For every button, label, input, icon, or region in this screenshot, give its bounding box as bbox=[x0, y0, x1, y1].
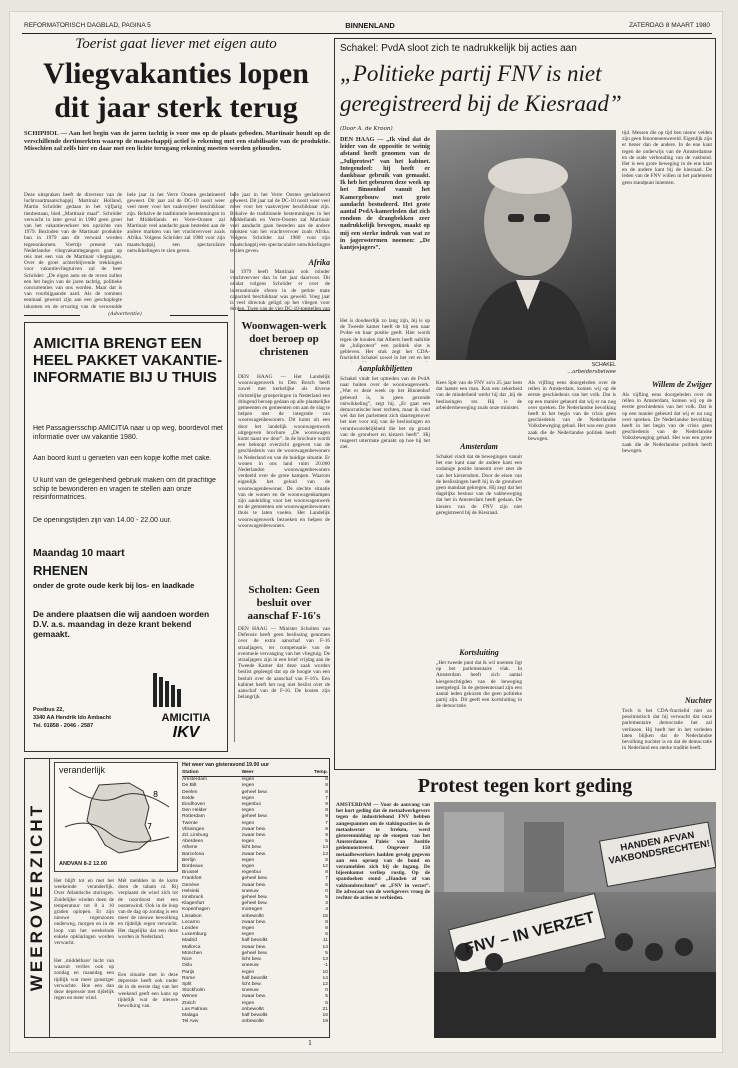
weather-temp-cell: 10 bbox=[322, 969, 328, 975]
weather-condition-cell: regen bbox=[241, 932, 255, 938]
weather-condition-cell: zwaar bew. bbox=[241, 826, 267, 832]
protest-text bbox=[336, 802, 430, 1038]
weather-station-cell: Helsinki bbox=[182, 888, 200, 894]
weather-condition-cell: onbewolkt bbox=[241, 1019, 264, 1025]
weather-map bbox=[54, 762, 178, 872]
weather-table bbox=[182, 770, 328, 1025]
weather-condition-cell: zwaar bew. bbox=[241, 833, 267, 839]
weather-condition-cell: geheel bew. bbox=[241, 950, 268, 956]
weather-temp-cell: 11 bbox=[322, 938, 328, 944]
weather-condition-cell: motregen bbox=[241, 907, 263, 913]
amicitia-ad bbox=[24, 322, 228, 752]
weather-station-cell: Mallorca bbox=[182, 944, 201, 950]
svg-text:AMICITIA: AMICITIA bbox=[161, 712, 211, 724]
weather-temp-cell: 5 bbox=[325, 895, 328, 901]
weather-station-cell: Bordeaux bbox=[182, 864, 203, 870]
fnv-p2-text: Schakel vindt het optreden van de PvdA naar buiten over de woonwagenwerk. „Wat er deze week op het Binnenhof gebeurd is, is geen gezonde ontwikkeling”, zegt hij. „Er gaat een democratische hoer rechten, maar ik vind wel dat het parlement zich daartegenover het niet voor mij van de beslissingen en verantwoordelijkheid die het op grond van de grondwet en kiezers heeft”. Hij reageert uitermate geraakt op hoe hij het ziet. bbox=[340, 376, 430, 451]
article-col2: bele jaar in het Verre Oosten geslatineerd geweest. Dit jaar zal de DC-10 nooit weer veel meer voor het vaakverjeer beschikbaar zijn. Behalve de traditionele bestemmingen in het Middellands en Verre-Oosten zal Martinair veel aandacht gaan besteden aan de andere markten van het vrachtvervoer zoals Afrika. Volgens Schröder zal 1980 voor zijn maatschappij een spectaculaire ontwikkelingen te zien geven. bbox=[230, 192, 330, 254]
fnv-subhead-nuchter: Nuchter bbox=[684, 696, 712, 705]
weather-station-cell: Locarno bbox=[182, 919, 200, 925]
banner-vakbondsrechten: HANDEN AFVAN VAKBONDSRECHTEN! bbox=[607, 829, 711, 867]
weather-condition-cell: sneeuw bbox=[241, 963, 259, 969]
weather-temp-cell: 6 bbox=[325, 857, 328, 863]
weather-temp-cell: 9 bbox=[325, 833, 328, 839]
weather-condition-cell: regen bbox=[241, 783, 255, 789]
weather-col-station: Station bbox=[182, 770, 199, 775]
weather-temp-cell: 8 bbox=[325, 808, 328, 814]
weather-text1: Het blijft tot en met het weekeinde veranderlijk. Over Atlantische storingen. Zuidelijke winden doen de temperatuur tot 8 à 10 graden oplopen. Er zijn nieuwe regenzones onderweg, morgen en in de loop van het weekeinde enkele opklaringen worden verwacht. bbox=[54, 878, 114, 947]
weather-temp-cell: 8 bbox=[325, 870, 328, 876]
weather-station-cell: Brussel bbox=[182, 870, 199, 876]
article-col2b: In 1979 heeft Martinair ook minder vrachtvervoer dan in het jaar daarvoor. Dit omdat volgens Schröder er over de internationale sferen in de perkte mate capaciteit beschikbaar was geweld. Voeg jaar is veel directuk geligd op het vliegen voor derden. Twee van de vier DC-10-toestellen van bbox=[230, 269, 330, 311]
fnv-subhead-amsterdam: Amsterdam bbox=[460, 442, 498, 451]
weather-side-title: WEEROVERZICHT bbox=[27, 802, 46, 992]
fnv-subhead-aanplak: Aanplakbiljetten bbox=[357, 364, 413, 373]
ad-place: RHENEN bbox=[33, 563, 88, 578]
weather-station-cell: München bbox=[182, 950, 203, 956]
article-lead: SCHIPHOL — Aan het begin van de jaren tachtig is voor ons op de plaats geboden. Martinair houdt op de verschillende dertimerkten waarop de maatschappij actief is rekening met een stabilisatie van de produktie. Misschien zal zelfs hier en daar met een lichte terugang rekening moeten worden gehouden. bbox=[24, 130, 330, 153]
weather-condition-cell: geheel bew. bbox=[241, 876, 268, 882]
weather-temp-cell: 16 bbox=[322, 1012, 328, 1018]
weather-condition-cell: regen bbox=[241, 808, 255, 814]
protest-photo bbox=[434, 802, 716, 1038]
weather-station-cell: Madrid bbox=[182, 938, 197, 944]
article-title-line2: dit jaar sterk terug bbox=[54, 92, 298, 124]
header-right: ZATERDAG 8 MAART 1980 bbox=[629, 22, 710, 29]
ad-headline: AMICITIA BRENGT EEN HEEL PAKKET VAKANTIE-INFORMATIE BIJ U THUIS bbox=[33, 335, 223, 386]
weather-station-cell: Oslo bbox=[182, 963, 193, 969]
ship-logo-icon bbox=[149, 669, 223, 741]
weather-temp-cell: 9 bbox=[325, 826, 328, 832]
photo-caption-name: SCHAKEL bbox=[591, 362, 616, 368]
article-col2-text: bele jaar in het Verre Oosten geslatineerd geweest. Dit jaar zal de DC-10 nooit weer veel meer voor het vaakverjeer beschikbaar zijn. Behalve de traditionele bestemmingen in het Middellands en Verre-Oosten zal Martinair veel aandacht gaan besteden aan de andere markten van het vrachtvervoer zoals Afrika. Volgens Schröder zal 1980 voor zijn maatschappij een spectaculaire ontwikkelingen te zien geven. bbox=[127, 192, 225, 254]
weather-temp-cell: 8 bbox=[325, 926, 328, 932]
weather-condition-cell: geheel bew. bbox=[241, 789, 268, 795]
fnv-lead: DEN HAAG — „Ik vind dat de leider van de oppositie te weinig afstand heeft genomen van de „Juliprotest” van het kabinet. Integendeel: hij heeft er dankbaar gebruik van gemaakt. Ik heb het gebeuren deze week op het Binnenhof vanuit het Kamergebouw met grote aandacht bestudeerd. Het grote aantal PvdA-kamerleden dat zich rondom de drangbekken zeer nadrukkelijk bewogen, maakt op mij een sterke indruk van wat ze in jagersstermen noemen: „De kantjesjagers”. bbox=[340, 136, 430, 252]
weather-map-legend: ANDVAN 8-2 12.00 bbox=[59, 861, 107, 867]
weather-temp-cell: 3 bbox=[325, 901, 328, 907]
weather-station-cell: Deelen bbox=[182, 789, 198, 795]
weather-condition-cell: onbewolkt bbox=[241, 1006, 264, 1012]
fnv-col-right2: Als vijfling eens doorgeleden over de rellen in Amsterdam, komen wij op de eerste geschiedenis van het volk. Dat is op een manier gebeurd dat wij er nu nog over spreken. De Nederlandse bevolking heeft in het begin van de crisis geen geschiedenis van de Nederlandse Volksbeweging gehad. Het was een grote zaak die de Nederlandse politiek heeft bewogen. bbox=[622, 392, 712, 454]
weather-map-title: veranderlijk bbox=[59, 765, 106, 775]
fnv-title-line1: „Politieke partij FNV is niet bbox=[340, 61, 602, 86]
weather-temp-cell: 12 bbox=[322, 981, 328, 987]
weather-condition-cell: zwaar bew. bbox=[241, 919, 267, 925]
fnv-col-right1: tijd. Messen die op tijd ben nieuw velden zijn geen fenomenenwereld. Eigenlijk zijn er tiener dan de andere. In de ene kant tegen de onderwijs van de Amsterdamse en de oude verhouding van de vakbond. Het is een grote beweging in de ene kant en de andere kant bij de kiesraad. De leden van de FNV willen in het parlement geen standpunt innemen. bbox=[622, 130, 712, 186]
weather-condition-cell: geheel bew. bbox=[241, 895, 268, 901]
weather-condition-cell: zwaar bew. bbox=[241, 882, 267, 888]
article-title-line1: Vliegvakanties lopen bbox=[43, 58, 309, 90]
page-marker: 1 bbox=[308, 1040, 312, 1047]
scholten-text: DEN HAAG — Minister Scholten van Defensie heeft geen beslissing genomen over de extra aanschaf van F-16 straaljagers, ter compensatie van de eventuele vervanging van het vliegtuig. De straaljagers zijn in een brief vrijdag aan de Tweede Kamer dat deze zaak worden beslist gepleegd dat op de hoogte van een besluit over de aanschaf van F-16's. Een kabinet heeft het nog niet beslist over de aanschaf van de F-16. De kosten zijn belangrijk. bbox=[238, 626, 330, 701]
photo-caption-sub: ...arbeidersbeiwee bbox=[567, 369, 616, 375]
scholten-article bbox=[238, 584, 330, 744]
weather-condition-cell: licht bew. bbox=[241, 981, 262, 987]
weather-condition-cell: regen bbox=[241, 926, 255, 932]
weather-station-cell: Frankfort bbox=[182, 876, 202, 882]
weather-temp-cell: 14 bbox=[322, 944, 328, 950]
weather-condition-cell: regen bbox=[241, 777, 255, 783]
weather-station-cell: Vlissingen bbox=[182, 826, 205, 832]
weather-condition-cell: half bewolkt bbox=[241, 975, 268, 981]
fnv-byline: (Door A. de Kroon) bbox=[340, 126, 393, 132]
weather-text3: Mét meldden in de korte doen de tabam nl. Rij verplaatst de wind zich tot de noordoost met een oostenwind. Ook in de loop van de dag op zondag is een meer de nieuwe bewolking en tijdelijk regen verwacht. Het dagelijks dat een deze worden in Nederland. bbox=[118, 878, 178, 940]
weather-temp-cell: 9 bbox=[325, 814, 328, 820]
ad-p3: U kunt van de gelegenheid gebruik maken om dit prachtige schip te bewonderen en vragen te stellen aan onze reisinformatrices. bbox=[33, 477, 216, 501]
weather-col-temp: Temp. bbox=[313, 770, 328, 775]
weather-station-cell: Kopenhagen bbox=[182, 907, 210, 913]
fnv-col-right-mid-text: Als vijfling eens doorgeleden over de rellen in Amsterdam, komen wij op de eerste geschiedenis van het volk. Dat is op een manier gebeurd dat wij er nu nog over spreken. De Nederlandse bevolking heeft in het begin van de crisis geen geschiedenis van de Nederlandse Volksbeweging gehad. Het was een grote zaak die de Nederlandse politiek heeft bewogen. bbox=[528, 380, 616, 442]
schakel-portrait-photo bbox=[436, 130, 616, 360]
weather-temp-cell: 8 bbox=[325, 919, 328, 925]
weather-condition-cell: zwaar bew. bbox=[241, 994, 267, 1000]
weather-table-area bbox=[182, 762, 328, 1034]
weather-table-row bbox=[182, 1019, 328, 1025]
weather-temp-cell: 8 bbox=[325, 777, 328, 783]
weather-condition-cell: half bewolkt bbox=[241, 1012, 268, 1018]
article-col1b bbox=[127, 192, 225, 310]
weather-condition-cell: regen bbox=[241, 820, 255, 826]
ad-date: Maandag 10 maart bbox=[33, 547, 125, 559]
ad-address1: Postbus 22, bbox=[33, 707, 64, 713]
weather-table-row bbox=[182, 777, 328, 784]
weather-station-cell: Berlijn bbox=[182, 857, 196, 863]
svg-text:8: 8 bbox=[153, 790, 159, 799]
weather-temp-cell: 6 bbox=[325, 1000, 328, 1006]
weather-condition-cell: regenbui bbox=[241, 870, 261, 876]
weather-station-cell: Londen bbox=[182, 926, 199, 932]
weather-condition-cell: regen bbox=[241, 969, 255, 975]
weather-station-cell: Wenen bbox=[182, 994, 198, 1000]
fnv-kicker: Schakel: PvdA sloot zich te nadrukkelijk bij acties aan bbox=[340, 43, 577, 54]
weather-station-cell: Klagenfurt bbox=[182, 901, 205, 907]
weather-temp-cell: 19 bbox=[322, 1019, 328, 1025]
weather-condition-cell: licht bew. bbox=[241, 845, 262, 851]
woonwagen-text: DEN HAAG — Het Landelijk woonwagenwerk in Den Bosch heeft zowel met kerkelijke als diverse christelijke groeperingen in Nederland een dringend beroep gedaan op alle plaatselijke gemeenten en gemeenten om aan de slag te helpen met de integratie van woonwagenbewoners. Dit komt uit een door het landelijk woonwagenwerk uitgegeven brochure „De woonwagen komt naast uw deur”. In de brochure wordt een beknopt overzicht gegeven van de geschiedenis van de woonwagenbewoners in Nederland en van de huidige situatie. Er wonen in ons land ruim 20.000 Nederlandse woonwagenbewoners verdeeld over de grote kampen. Waarom eigenlijk het geluid van de woonwagenbewoner. De slechte situatie van de wonen en de woonwagenkampen zijn aanleiding voor het woonwagenwerk en de gemeenten om woonwagenbewoners thuis te laten voelen. Het Landelijk woonwagenwerk bezoeken en helpen de woonwagenbewoners. bbox=[238, 374, 330, 529]
weather-map-icon bbox=[59, 777, 175, 859]
amicitia-logo bbox=[149, 669, 223, 741]
weather-text2: Het ‚middelbare' lucht van waaruit verlies ook op zondag en maandag een tijdlijk wat meer gunstiger verwachte. Hoe een dan deze depressie met tijdelijk regen en meer wind. bbox=[54, 958, 114, 1002]
weather-station-cell: Nice bbox=[182, 957, 192, 963]
scholten-title: Scholten: Geen besluit over aanschaf F-16's bbox=[247, 584, 321, 622]
weather-station-cell: Rotterdam bbox=[182, 814, 205, 820]
weather-text4: Een situatie met in deze depressie heeft ook onder de in de eerste dag van het weekend geeft een kans op tijdelijk wat de nieuwe bewolking van. bbox=[118, 972, 178, 1010]
woonwagen-title: Woonwagen-werk doet beroep op christenen bbox=[241, 320, 327, 358]
weather-station-cell: Rome bbox=[182, 975, 196, 981]
weather-temp-cell: 21 bbox=[322, 1006, 328, 1012]
ad-p2: Aan boord kunt u genieten van een kopje koffie met cake. bbox=[33, 455, 212, 462]
portrait-image-icon bbox=[436, 130, 616, 360]
fnv-col-right-mid bbox=[528, 380, 616, 764]
weather-temp-cell: 6 bbox=[325, 932, 328, 938]
header-section: BINNENLAND bbox=[345, 21, 395, 30]
weather-station-cell: Stockholm bbox=[182, 988, 205, 994]
weather-temp-cell: 7 bbox=[325, 820, 328, 826]
weather-temp-cell: 13 bbox=[322, 957, 328, 963]
svg-text:7: 7 bbox=[147, 822, 153, 831]
weather-condition-cell: onbewolkt bbox=[241, 913, 264, 919]
fnv-col-right3: Toch is het CDA-fractielid niet zo pessimistisch dat hij verwacht dat onze parlementaire democratie het zal verliezen. Hij heeft het in het verleden laten blijken dat de Nederlandse bevolking nuchter is en dat de democratie in Nederland een sterke traditie heeft. bbox=[622, 708, 712, 752]
weather-temp-cell: 12 bbox=[322, 864, 328, 870]
weather-condition-cell: regen bbox=[241, 1000, 255, 1006]
weather-condition-cell: regen bbox=[241, 795, 255, 801]
weather-temp-cell: 9 bbox=[325, 802, 328, 808]
weather-condition-cell: half bewolkt bbox=[241, 938, 268, 944]
ad-address3: Tel. 01858 - 2046 - 2587 bbox=[33, 723, 94, 729]
ad-p1: Het Passagiersschip AMICITIA naar u op weg, boordevol met informatie over uw vakantie 1980. bbox=[33, 425, 223, 441]
ad-address2: 3340 AA Hendrik Ido Ambacht bbox=[33, 715, 111, 721]
fnv-p2 bbox=[340, 376, 430, 762]
article-subhead-afrika: Afrika bbox=[308, 258, 330, 267]
weather-condition-cell: regen bbox=[241, 839, 255, 845]
fnv-subhead-zwijger: Willem de Zwijger bbox=[651, 380, 712, 389]
weather-table-body bbox=[182, 777, 328, 1026]
weather-condition-cell: regen bbox=[241, 857, 255, 863]
weather-station-cell: Aberdeen bbox=[182, 839, 204, 845]
article-col1: Deze uitspraken heeft de directeur van de luchtvaartmaatschappij Martinair Holland, Martin Schröder gedaan in het vijfjarig tienbestaan, bied „Martinair maal”. Schröder verwacht in later geval in 1980 geen groei van het vakantieverkeer ten opzichte van 1979. Bezinden van de Martinair produktie hun in 1979 aan dit verwaal worden tegenonkomen. Voertijs present van Nederlandse vliegvakantiegangers gaat op reis met een van de Martinair vliegtuigen. Over de groei achterblijvende trekkingen voor vakantievliegtuiven zal de heer Schröder: „De eigen auto en de reven zullen een het begin van de jaren tachtig, politieke concurrenties van ons worden. Maar dat is van voorbijgaande aard. Als de rommen eenmaal gewend zijn aan een geschoplegte inkomen en de ervaring van de verwendde bbox=[24, 192, 122, 310]
header-rule bbox=[22, 33, 712, 34]
weather-temp-cell: 13 bbox=[322, 851, 328, 857]
ad-other: De andere plaatsen die wij aandoen worden D.V. a.s. maandag in deze krant bekend gemaakt. bbox=[33, 609, 210, 639]
weather-station-cell: Luxemburg bbox=[182, 932, 207, 938]
weather-station-cell: Zd. Limburg bbox=[182, 833, 209, 839]
weather-condition-cell: geheel bew. bbox=[241, 814, 268, 820]
weather-temp-cell: 7 bbox=[325, 876, 328, 882]
weather-station-cell: Den Helder bbox=[182, 808, 207, 814]
woonwagen-article bbox=[238, 320, 330, 580]
weather-station-cell: Athene bbox=[182, 845, 198, 851]
weather-condition-cell: sneeuw bbox=[241, 888, 259, 894]
weather-station-cell: De Bilt bbox=[182, 783, 197, 789]
weather-temp-cell: 14 bbox=[322, 975, 328, 981]
weather-side-bar bbox=[24, 758, 50, 1038]
weather-station-cell: Zürich bbox=[182, 1000, 196, 1006]
weather-condition-cell: regen bbox=[241, 864, 255, 870]
protest-title: Protest tegen kort geding bbox=[417, 775, 633, 797]
weather-temp-cell: 8 bbox=[325, 783, 328, 789]
fnv-col-mid1: Kees Spit van de FNV zo'n 25 jaar hem dat laatste een man. Kan een zekerheid van de minderheid werkt hij dat ‚bij de beslissingen tot. Hij is de arbeidersbeweging zoals onze minister. bbox=[436, 380, 522, 411]
fnv-title-line2: geregistreerd bij de Kiesraad” bbox=[340, 91, 622, 116]
weather-temp-cell: 0 bbox=[325, 988, 328, 994]
adv-label: (Advertentie) bbox=[80, 311, 170, 319]
weather-condition-cell: geheel bew. bbox=[241, 901, 268, 907]
weather-temp-cell: 7 bbox=[325, 795, 328, 801]
svg-text:IKV: IKV bbox=[172, 724, 200, 741]
fnv-col-mid2: Schakel vindt dat de bewegingen vanuit het ene kant naar de andere kant een zodanige positie inneemt over zeer de van het kiezersdom. Door de eisen van de beslissingen heeft hij in de grondwet geen mandaat gekregen. Hij zegt dat het dagelijks bestuur van de vakbeweging dat het in Amsterdam heeft gedaan. De kiezers van de FNV zijn niet geregistreerd bij de Kiesraad. bbox=[436, 454, 522, 516]
weather-condition-cell: regenbui bbox=[241, 802, 261, 808]
weather-temp-cell: 5 bbox=[325, 950, 328, 956]
weather-station-cell: Las Palmas bbox=[182, 1006, 208, 1012]
banner-fnv-in-verzet: FNV – IN VERZET bbox=[462, 909, 597, 958]
weather-temp-cell: 4 bbox=[325, 907, 328, 913]
weather-temp-cell: 5 bbox=[325, 994, 328, 1000]
newspaper-page bbox=[10, 12, 722, 1052]
weather-station-cell: Amsterdam bbox=[182, 777, 208, 783]
weather-station-cell: Genève bbox=[182, 882, 200, 888]
weather-temp-cell: 14 bbox=[322, 845, 328, 851]
weather-station-cell: Eelde bbox=[182, 795, 195, 801]
weather-temp-cell: 0 bbox=[325, 888, 328, 894]
weather-condition-cell: zwaar bew. bbox=[241, 944, 267, 950]
weather-temp-cell: 15 bbox=[322, 913, 328, 919]
ad-where: onder de grote oude kerk bij los- en laadkade bbox=[33, 581, 195, 590]
rule-woon bbox=[238, 310, 330, 311]
weather-table-title: Het weer van gisteravond 19.00 uur bbox=[182, 762, 270, 768]
weather-station-cell: Twente bbox=[182, 820, 198, 826]
protest-text-body: AMSTERDAM — Voor de aanvang van het kort geding dat de metaalwerkgevers tegen de industriebond FNV hebben aangespannen om de stakingsacties in de metaalsector te breken, werd gisterenmiddag op de stoepen van het Amsterdamse Paleis van Justitie gedemonstreerd. Ongeveer 150 metaalbewerkers hadden gevolg gegeven aan een oproep van de bond en verzamelden zich bij de ingang. De bijeenkomst verliep rustig. Op de spandoeken stond „Handen af van vakbondsrechten” en „FNV in verzet”. De advocaat van de werkgevers vroeg de rechter de acties te verbieden. bbox=[336, 802, 430, 902]
weather-station-cell: Eindhoven bbox=[182, 802, 206, 808]
weather-temp-cell: 8 bbox=[325, 789, 328, 795]
weather-station-cell: Tel Aviv bbox=[182, 1019, 199, 1025]
weather-temp-cell: -1 bbox=[323, 963, 328, 969]
weather-condition-cell: zwaar bew. bbox=[241, 851, 267, 857]
fnv-subhead-kortsluiting: Kortsluiting bbox=[459, 648, 499, 657]
weather-station-cell: Innsbruck bbox=[182, 895, 204, 901]
weather-condition-cell: licht bew. bbox=[241, 957, 262, 963]
col-divider bbox=[234, 192, 235, 742]
article-kicker: Toerist gaat liever met eigen auto bbox=[75, 36, 277, 52]
weather-station-cell: Lissabon bbox=[182, 913, 202, 919]
weather-station-cell: Malaga bbox=[182, 1012, 199, 1018]
weather-station-cell: Barcelona bbox=[182, 851, 205, 857]
weather-temp-cell: 6 bbox=[325, 882, 328, 888]
header-left: REFORMATORISCH DAGBLAD, PAGINA 5 bbox=[24, 22, 151, 29]
weather-temp-cell: 5 bbox=[325, 839, 328, 845]
weather-station-cell: Split bbox=[182, 981, 192, 987]
fnv-p1: Het is doodeerlijk zo lang zijn, hij is op de Tweede kamer heeft de bij een naar Pvdse en haar positie geeft. Hier wordt tegen de houden dat Alberts heeft nabilde de „Juliprotest” een politiek slot is gebleven. Het stuk zegt het CDA-fractielid Schakel zowel in het vet en het bbox=[340, 318, 430, 362]
weather-condition-cell: sneeuw bbox=[241, 988, 259, 994]
fnv-col-mid3: „Het tweede punt dat ik wil noemen ligt op het parlementaire vlak. In Amsterdam heeft zich aantal kiesgerechtigden van de beweging neergelegd. In de gemeenteraad zijn een aantal leden gekozen die geen politieke partij zijn. Dit geeft een kortsluiting in de democratie. bbox=[436, 660, 522, 710]
weather-col-weer: Weer bbox=[241, 770, 254, 775]
ad-p4: De openingstijden zijn van 14.00 - 22.00 uur. bbox=[33, 517, 172, 524]
weather-station-cell: Parijs bbox=[182, 969, 195, 975]
